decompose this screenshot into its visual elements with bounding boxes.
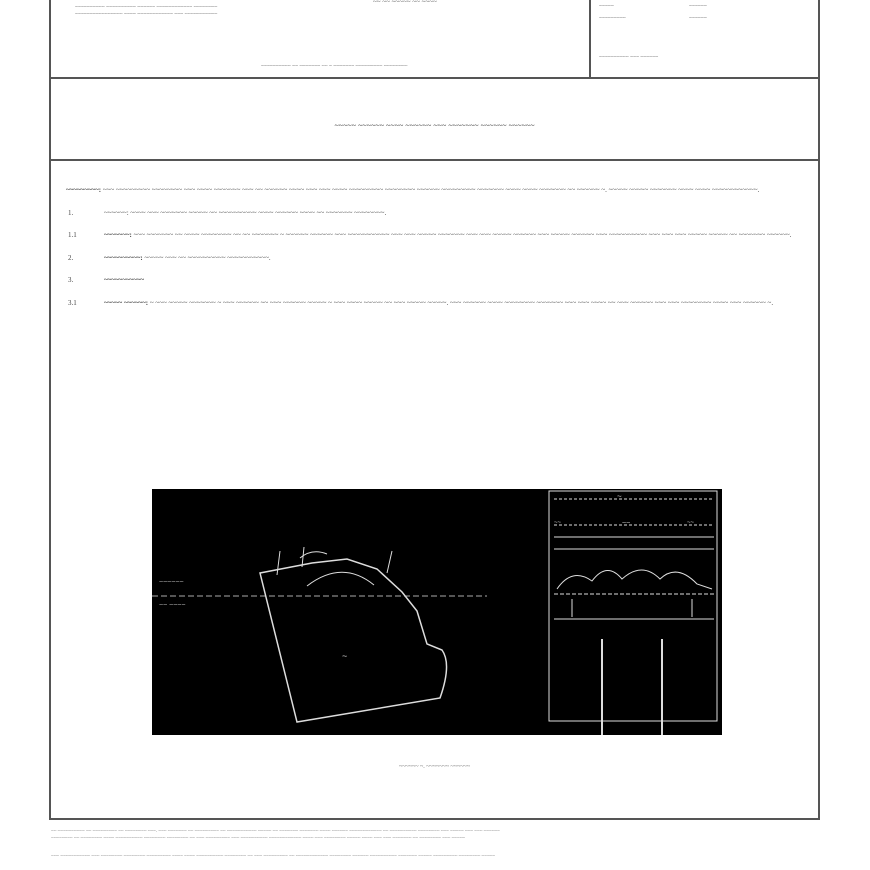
header-right-value-1: ~~~~~~: [689, 3, 707, 9]
section-number: 3.1: [68, 298, 77, 307]
paragraph-text: ~~~~~~: ~~~~ ~~~ ~~~~~~~ ~~~~~ ~~ ~~~~~~~~~~ ~~~~ ~~~~~~ ~~~~ ~~ ~~~~~~~ ~~~~~~~~.: [104, 208, 387, 217]
document-body: [66, 186, 803, 321]
footer-spacer: [51, 842, 819, 854]
document-header: [51, 0, 818, 79]
shoe-outline: [260, 547, 447, 722]
header-left-line-2: ~~~~~~~~~~~~~~~~ ~~~~ ~~~~~~~~~~~~ ~~~ ~~~~~~~~~~~: [75, 11, 218, 17]
section-number: 1.: [68, 208, 74, 217]
paragraph-section-3: [66, 276, 803, 286]
paragraph-lead: ~~~~~ ~~~~~~:: [104, 298, 149, 307]
figure-caption: ~~~~~~ ~. ~~~~~~~ ~~~~~~: [399, 764, 470, 770]
paragraph-lead: ~~~~~~~~~~:: [104, 253, 143, 262]
title-band: [51, 79, 818, 161]
footer-line: ~~~ ~~~~~~~~~~~ ~~~ ~~~~~~~~ ~~~~~~~~ ~~~~~~~~~ ~~~~ ~~~~ ~~~~~~~~~~ ~~~~~~~~ ~~ ~~~ ~~~~~~~~~ ~~ ~~~~~~~~~~~~ ~~~~~~~~ ~~~~~~ ~~~~~~~~~~ ~~~~~~~ ~~~~~ ~~~~~~~~~ ~~~~~~~~ ~~~~~: [51, 854, 496, 859]
paragraph-text: ~~~ ~~~~~~~ ~~ ~~~~ ~~~~~~~~ ~~ ~~ ~~~~~~~ ~ ~~~~~~ ~~~~~~ ~~~ ~~~~~~~~~~~ ~~~ ~~~ ~~~~~ ~~~~~~~ ~~~ ~~~ ~~~~~ ~~~~~~ ~~~ ~~~~~ ~~~~~~ ~~~ ~~~~~~~~~~ ~~~ ~~~ ~~~ ~~~~~ ~~~~~ ~~ ~~~~~~~ ~~~~~~.: [133, 231, 792, 239]
section-number: 1.1: [68, 231, 77, 239]
paragraph-text: ~ ~~~ ~~~~~ ~~~~~~~ ~ ~~~ ~~~~~~ ~~ ~~~ ~~~~~~ ~~~~~ ~ ~~~ ~~~~ ~~~~~ ~~ ~~~ ~~~~~ ~~~~~. ~~~ ~~~~~~ ~~~~ ~~~~~~~~ ~~~~~~~ ~~~ ~~~ ~~~~ ~~ ~~~ ~~~~~~ ~~~ ~~~ ~~~~~~~~ ~~~~ ~~~ ~~~~~~ ~.: [149, 298, 774, 307]
figure-center-label: ~: [342, 651, 348, 661]
header-right-label-2: ~~~~~~~~~: [599, 15, 626, 21]
header-center-note: ~~~~~~~~~~ ~~ ~~~~~~~ ~~ ~ ~~~~~~~ ~~~~~~~~~ ~~~~~~~~: [261, 63, 408, 69]
header-left-line-1: ~~~~~~~~~~ ~~~~~~~~~~ ~~~~~~ ~~~~~~~~~~~~ ~~~~~~~~: [75, 4, 218, 10]
header-divider: [589, 0, 591, 79]
figure-right-label-4: ~~: [687, 520, 695, 526]
paragraph-text: ~~~ ~~~~~~~~~ ~~~~~~~~ ~~~ ~~~~ ~~~~~~~ ~~~ ~~ ~~~~~~ ~~~~ ~~~ ~~~ ~~~~ ~~~~~~~~~ ~~~~~~~~ ~~~~~~ ~~~~~~~~~ ~~~~~~~ ~~~~ ~~~~ ~~~~~~~ ~~ ~~~~~~ ~. ~~~~~ ~~~~~ ~~~~~~~ ~~~~ ~~~~ ~~~~~~~~~~~~.: [102, 186, 760, 194]
paragraph-section-1-1: [66, 231, 803, 241]
header-right-value-2: ~~~~~~: [689, 15, 707, 21]
figure-right-label-3: ~~: [554, 520, 562, 526]
section-number: 3.: [68, 276, 74, 284]
document-title: ~~~~~ ~~~~~~ ~~~~ ~~~~~~ ~~~ ~~~~~~~ ~~~~~~ ~~~~~~: [334, 121, 535, 130]
section-number: 2.: [68, 253, 74, 262]
paragraph-foreword: [66, 186, 803, 196]
paragraph-section-2: [66, 254, 803, 264]
figure-right-label-2: ~~: [622, 520, 631, 527]
paragraph-lead: ~~~~~~~~~~~: [104, 276, 145, 284]
figure-left-label-2: ~~ ~~~~: [159, 602, 186, 609]
paragraph-section-1: [66, 209, 803, 219]
figure-drawing: [152, 489, 722, 735]
paragraph-section-3-1: [66, 299, 803, 309]
header-center-text: ~~ ~~ ~~~~~ ~~ ~~~~: [373, 0, 437, 6]
document-footer: [51, 829, 819, 861]
detail-view: [549, 491, 717, 735]
document-frame: [49, 0, 820, 820]
paragraph-lead: ~~~~~~~:: [104, 231, 132, 239]
header-right-label-1: ~~~~~: [599, 3, 614, 9]
figure-right-label-1: ~: [617, 492, 622, 501]
footer-line: ~~~~~~~~ ~~ ~~~~~~~~ ~~~~ ~~~~~~~~~~ ~~~~~~~~ ~~~~~~~~ ~~ ~~~ ~~~~~~~~~ ~~~ ~~~~~~~~~~ ~~~~~~~~~~~~ ~~~~ ~~~ ~~~~~~~~ ~~~~~ ~~~~ ~~~ ~~~ ~~~~~~~ ~~ ~~~~~~~~ ~~~ ~~~~~: [51, 835, 466, 841]
paragraph-lead: ~~~~~~~~~:: [66, 186, 102, 194]
paragraph-text: ~~~~~ ~~~ ~~ ~~~~~~~~~~ ~~~~~~~~~~~.: [144, 253, 271, 262]
footer-line: ~~ ~~~~~~~~~~ ~~ ~~~~~~~~~ ~~ ~~~~~~~~ ~~~. ~~~ ~~~~~~~ ~~ ~~~~~~~~~ ~~ ~~~~~~~~~~~ ~~~~~ ~~ ~~~~~~~ ~~~~~~~ ~~~~ ~~~~~~ ~~~~~~~~~~~~ ~~ ~~~~~~~~~~ ~~~~~~~~ ~~~ ~~~~~ ~~~ ~~~ ~~~~~~: [51, 829, 500, 834]
figure-svg: [152, 489, 722, 735]
figure-left-label-1: ~~~~~~: [159, 579, 184, 586]
header-right-label-3: ~~~~~~~~~~ ~~~ ~~~~~~: [599, 54, 659, 60]
